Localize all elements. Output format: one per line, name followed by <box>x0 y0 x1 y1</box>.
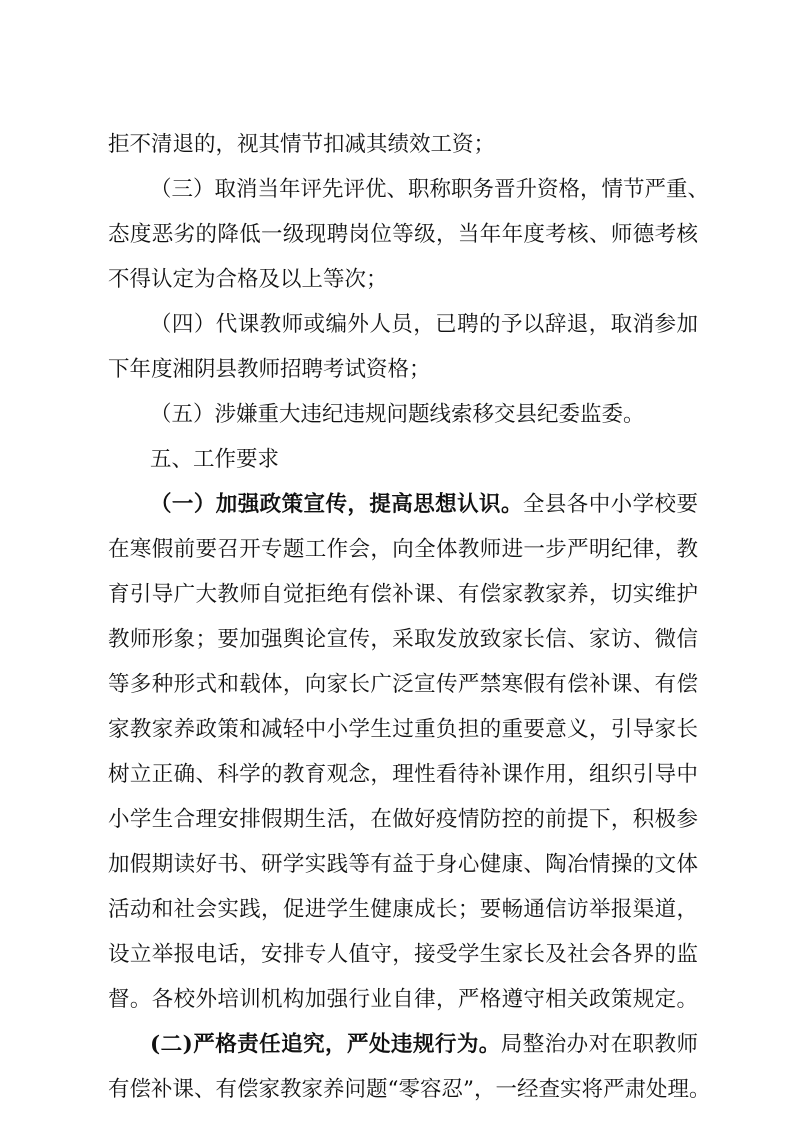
paragraph-1-lead: 全县各中小学校要 <box>522 492 698 517</box>
body-text-line: 活动和社会实践，促进学生健康成长；要畅通信访举报渠道， <box>108 897 698 922</box>
body-text-line: 小学生合理安排假期生活，在做好疫情防控的前提下，积极参 <box>108 807 698 832</box>
body-text-line: 加假期读好书、研学实践等有益于身心健康、陶冶情操的文体 <box>108 852 698 877</box>
body-text-line: 在寒假前要召开专题工作会，向全体教师进一步严明纪律，教 <box>108 537 698 562</box>
body-text-line: 不得认定为合格及以上等次； <box>108 267 388 292</box>
section-heading: 五、工作要求 <box>150 447 280 472</box>
body-text-line: 有偿补课、有偿家教家养问题“零容忍”，一经查实将严肃处理。 <box>108 1077 711 1102</box>
list-item-3: （三）取消当年评先评优、职称职务晋升资格，情节严重、 <box>150 177 710 202</box>
body-text-line: 家教家养政策和减轻中小学生过重负担的重要意义，引导家长 <box>108 717 698 742</box>
body-text-line: 育引导广大教师自觉拒绝有偿补课、有偿家教家养，切实维护 <box>108 582 698 607</box>
body-text-line: 拒不清退的，视其情节扣减其绩效工资； <box>108 132 496 157</box>
paragraph-2-first-line <box>150 1027 698 1063</box>
body-text-line: 设立举报电话，安排专人值守，接受学生家长及社会各界的监 <box>108 942 698 967</box>
list-item-5: （五）涉嫌重大违纪违规问题线索移交县纪委监委。 <box>150 402 645 427</box>
body-text-line: 教师形象；要加强舆论宣传，采取发放致家长信、家访、微信 <box>108 627 698 652</box>
list-item-4: （四）代课教师或编外人员，已聘的予以辞退，取消参加 <box>150 312 698 337</box>
paragraph-1-heading: （一）加强政策宣传，提高思想认识。 <box>150 492 523 517</box>
body-text-line: 下年度湘阴县教师招聘考试资格； <box>108 357 431 382</box>
body-text-line: 态度恶劣的降低一级现聘岗位等级，当年年度考核、师德考核 <box>108 222 698 247</box>
body-text-line: 树立正确、科学的教育观念，理性看待补课作用，组织引导中 <box>108 762 698 787</box>
body-text-line: 督。各校外培训机构加强行业自律，严格遵守相关政策规定。 <box>108 987 698 1012</box>
paragraph-1-first-line <box>150 487 698 523</box>
paragraph-2-lead: 局整治办对在职教师 <box>500 1032 698 1057</box>
paragraph-2-heading: (二)严格责任追究，严处违规行为。 <box>150 1032 501 1057</box>
body-text-line: 等多种形式和载体，向家长广泛宣传严禁寒假有偿补课、有偿 <box>108 672 698 697</box>
